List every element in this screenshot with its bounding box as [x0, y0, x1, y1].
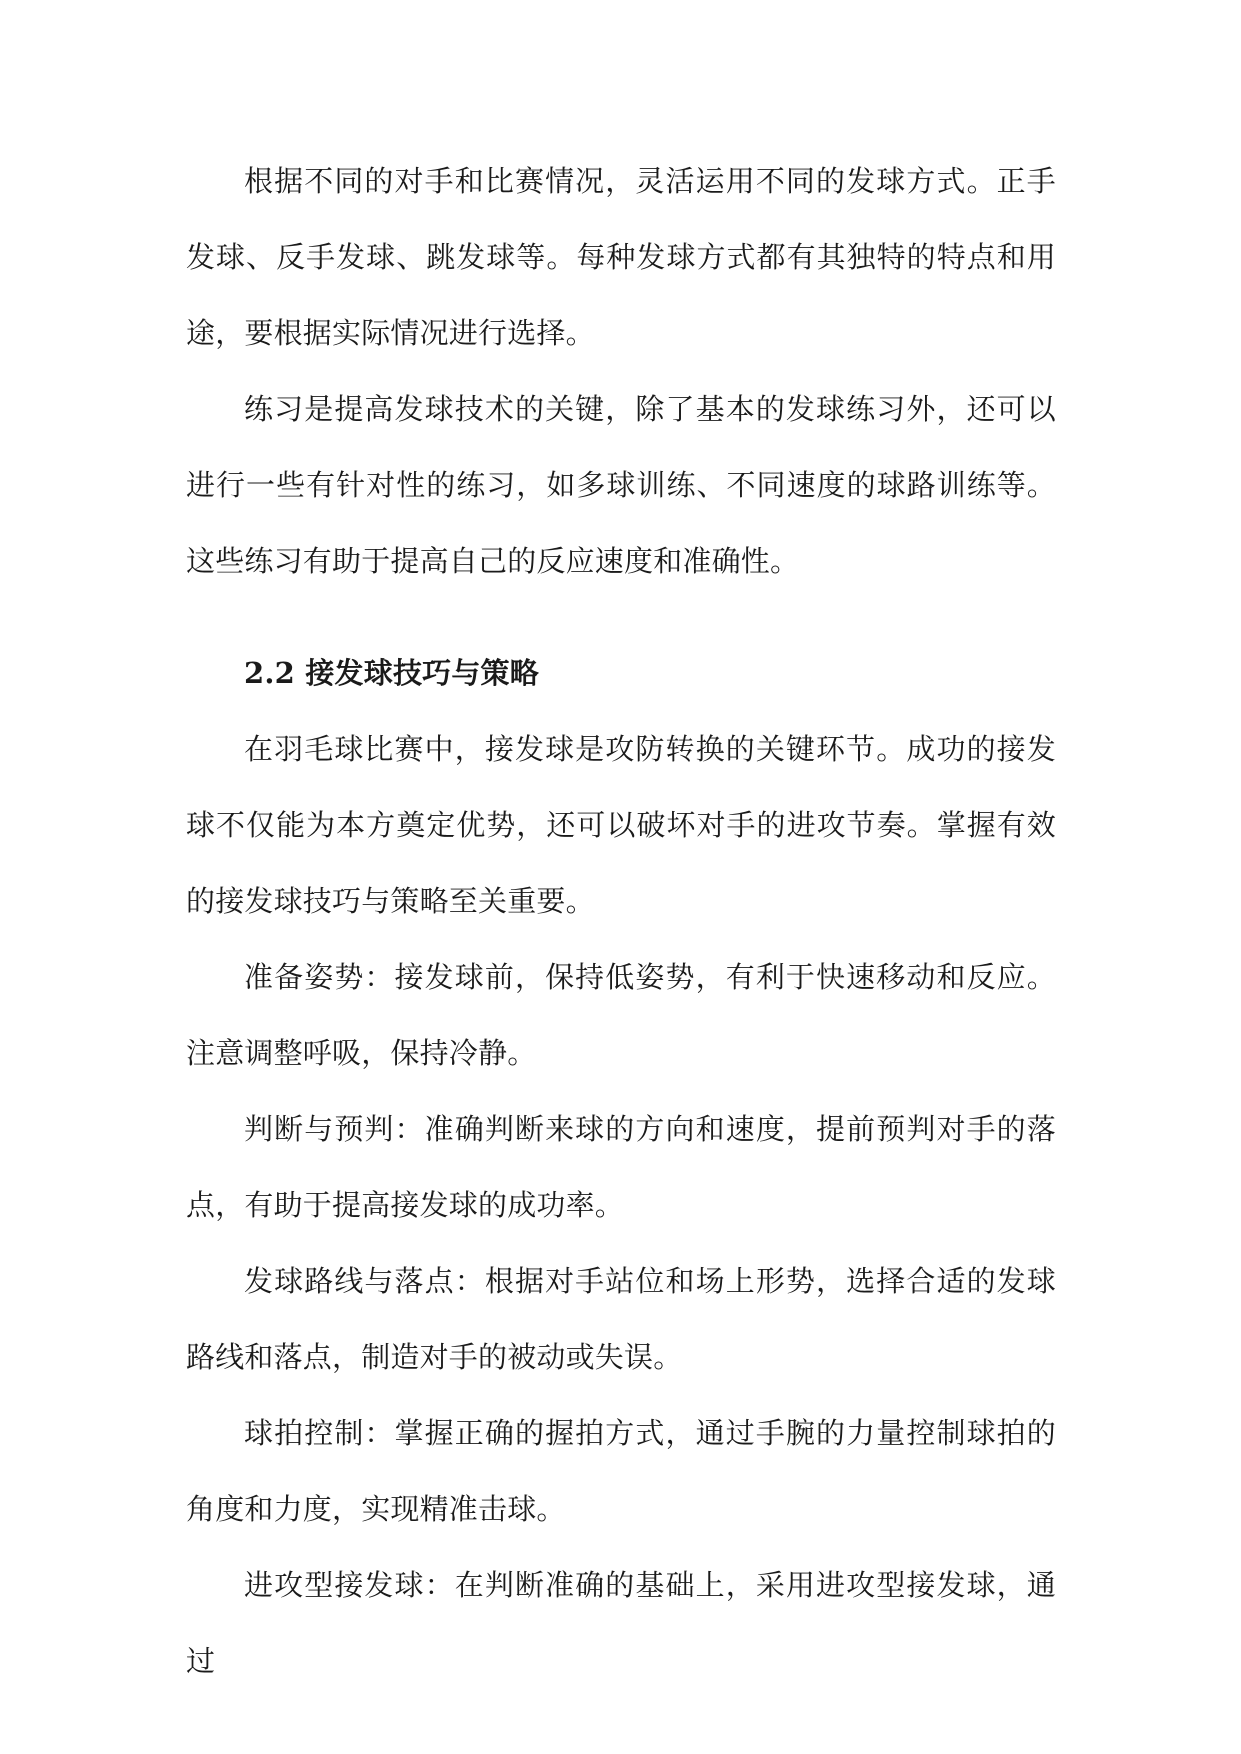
document-body	[186, 143, 1056, 1699]
paragraph-racket-control: 球拍控制：掌握正确的握拍方式，通过手腕的力量控制球拍的角度和力度，实现精准击球。	[186, 1416, 1056, 1526]
paragraph-attacking-receive: 进攻型接发球：在判断准确的基础上，采用进攻型接发球，通过	[186, 1568, 1056, 1678]
paragraph-receive-intro: 在羽毛球比赛中，接发球是攻防转换的关键环节。成功的接发球不仅能为本方奠定优势，还可以破坏对手的进攻节奏。掌握有效的接发球技巧与策略至关重要。	[186, 732, 1056, 918]
paragraph-judgement: 判断与预判：准确判断来球的方向和速度，提前预判对手的落点，有助于提高接发球的成功率。	[186, 1112, 1056, 1222]
paragraph-ready-stance: 准备姿势：接发球前，保持低姿势，有利于快速移动和反应。注意调整呼吸，保持冷静。	[186, 960, 1056, 1070]
section-heading: 2.2 接发球技巧与策略	[244, 656, 539, 690]
paragraph-serve-practice: 练习是提高发球技术的关键，除了基本的发球练习外，还可以进行一些有针对性的练习，如多球训练、不同速度的球路训练等。这些练习有助于提高自己的反应速度和准确性。	[186, 392, 1056, 578]
paragraph-serve-methods: 根据不同的对手和比赛情况，灵活运用不同的发球方式。正手发球、反手发球、跳发球等。每种发球方式都有其独特的特点和用途，要根据实际情况进行选择。	[186, 164, 1056, 350]
paragraph-serve-route: 发球路线与落点：根据对手站位和场上形势，选择合适的发球路线和落点，制造对手的被动或失误。	[186, 1264, 1056, 1374]
